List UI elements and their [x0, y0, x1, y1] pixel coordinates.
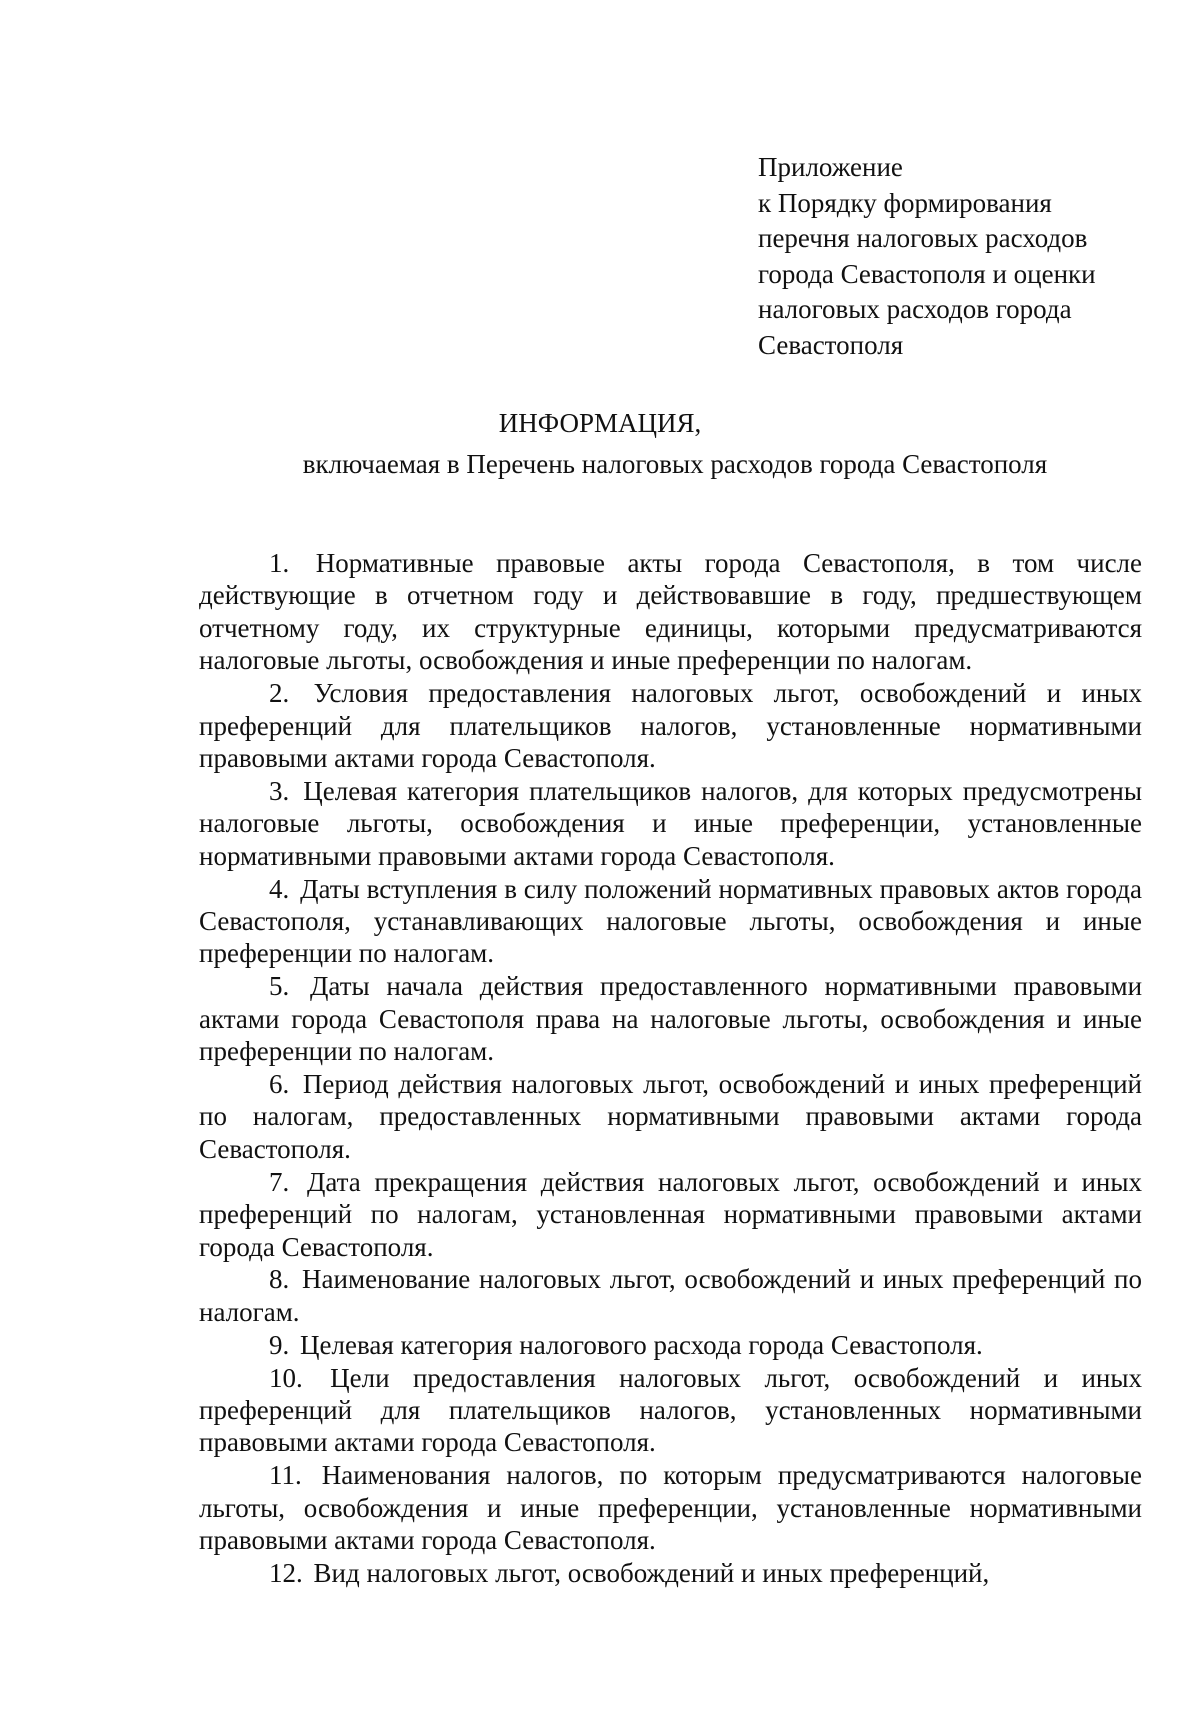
- list-item: [199, 873, 1142, 970]
- list-item: [199, 1068, 1142, 1165]
- appendix-line: Приложение: [758, 152, 903, 182]
- item-number: 8.: [269, 1264, 290, 1295]
- list-item: [199, 775, 1142, 872]
- item-number: 2.: [269, 678, 290, 709]
- item-number: 1.: [269, 548, 290, 578]
- item-number: 7.: [269, 1166, 290, 1197]
- item-text: Целевая категория налогового расхода города Севастополя.: [300, 1329, 983, 1360]
- document-subtitle: включаемая в Перечень налоговых расходов города Севастополя: [302, 449, 1048, 479]
- document-title: ИНФОРМАЦИЯ,: [498, 408, 702, 438]
- list-item: [199, 547, 1142, 677]
- list-item: [199, 1166, 1142, 1263]
- item-text: Наименования налогов, по которым предусматриваются налоговые льготы, освобождения и иные преференции, установленные нормативными правовыми актами города Севастополя.: [199, 1460, 1143, 1556]
- item-text: Дата прекращения действия налоговых льгот, освобождений и иных преференций по налогам, установленная нормативными правовыми актами города Севастополя.: [199, 1166, 1143, 1262]
- item-number: 6.: [269, 1069, 290, 1099]
- item-text: Нормативные правовые акты города Севастополя, в том числе действующие в отчетном году и действовавшие в году, предшествующем отчетному году, их структурные единицы, которыми предусматриваются налоговые льготы, освобождения и иные преференции по налогам.: [199, 548, 1143, 676]
- list-item: [199, 1362, 1142, 1459]
- item-text: Наименование налоговых льгот, освобождений и иных преференций по налогам.: [199, 1264, 1143, 1327]
- item-text: Цели предоставления налоговых льгот, освобождений и иных преференций для плательщиков налогов, установленных нормативными правовыми актами города Севастополя.: [199, 1362, 1142, 1458]
- list-item: [199, 1459, 1142, 1556]
- items-list: [199, 547, 1142, 1590]
- list-item: [199, 970, 1142, 1067]
- appendix-line: Севастополя: [758, 329, 904, 360]
- item-number: 4.: [269, 873, 290, 904]
- list-item: [199, 677, 1142, 774]
- appendix-line: к Порядку формирования: [758, 187, 1052, 218]
- item-number: 10.: [269, 1362, 303, 1393]
- appendix-line: налоговых расходов города: [758, 294, 1072, 324]
- item-text: Период действия налоговых льгот, освобождений и иных преференций по налогам, предоставленных нормативными правовыми актами города Севастополя.: [199, 1069, 1142, 1164]
- appendix-line: перечня налоговых расходов: [758, 223, 1088, 253]
- item-text: Вид налоговых льгот, освобождений и иных преференций,: [313, 1558, 990, 1589]
- appendix-line: города Севастополя и оценки: [758, 258, 1096, 289]
- list-item: [199, 1557, 1142, 1589]
- list-item: [199, 1263, 1142, 1328]
- item-text: Целевая категория плательщиков налогов, для которых предусмотрены налоговые льготы, освобождения и иные преференции, установленные нормативными правовыми актами города Севастополя.: [199, 775, 1142, 871]
- item-text: Даты вступления в силу положений нормативных правовых актов города Севастополя, устанавливающих налоговые льготы, освобождения и иные преференции по налогам.: [199, 873, 1142, 969]
- item-text: Условия предоставления налоговых льгот, освобождений и иных преференций для плательщиков налогов, установленные нормативными правовыми актами города Севастополя.: [199, 678, 1143, 773]
- item-number: 5.: [269, 971, 290, 1002]
- appendix-note: [758, 150, 1158, 363]
- list-item: [199, 1329, 1142, 1361]
- item-number: 9.: [269, 1329, 290, 1360]
- item-number: 12.: [269, 1558, 303, 1589]
- item-text: Даты начала действия предоставленного нормативными правовыми актами города Севастополя права на налоговые льготы, освобождения и иные преференции по налогам.: [199, 971, 1143, 1067]
- item-number: 11.: [269, 1460, 302, 1491]
- item-number: 3.: [269, 775, 290, 806]
